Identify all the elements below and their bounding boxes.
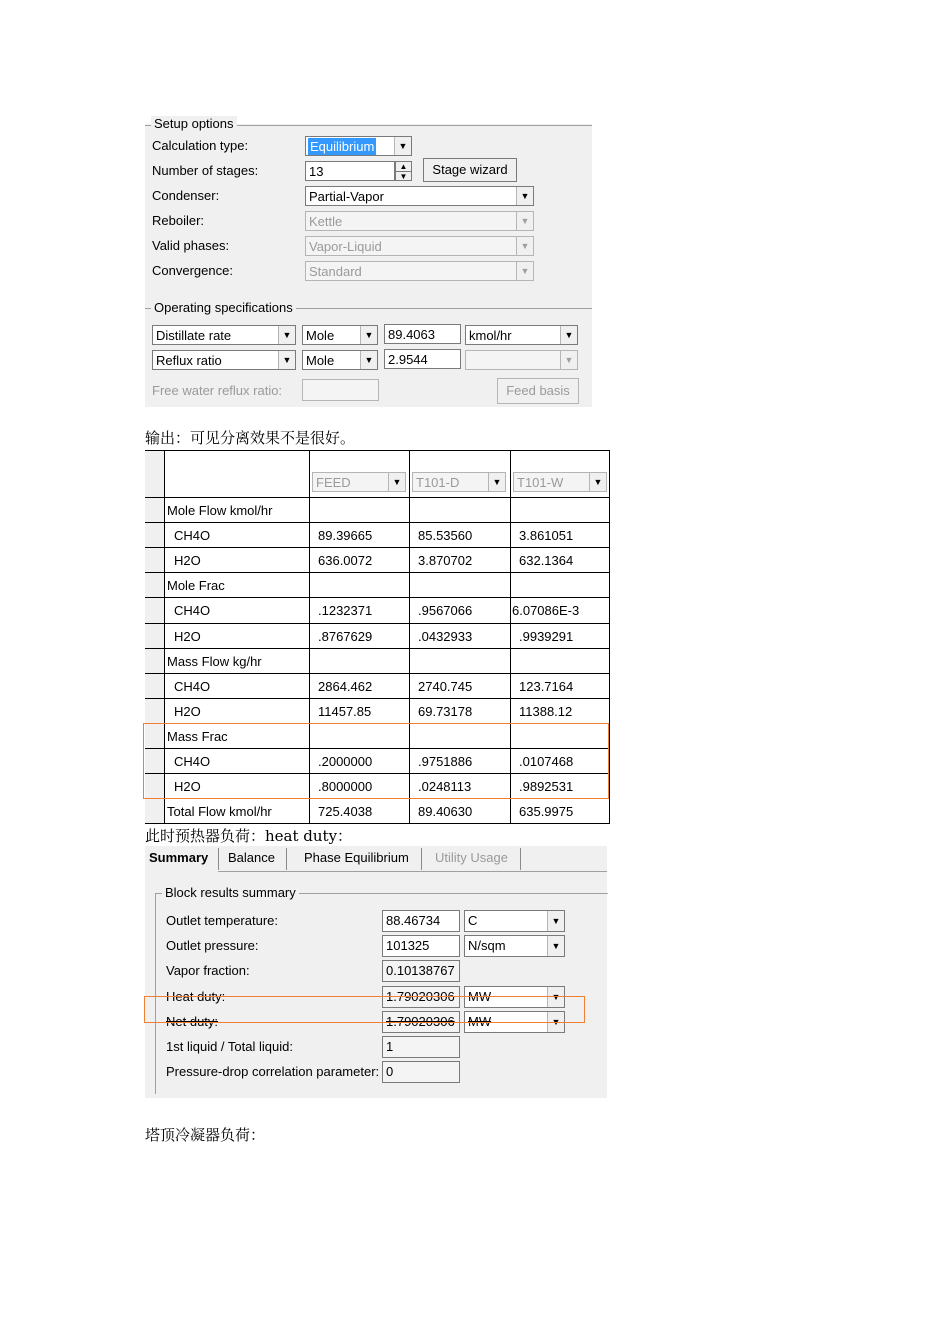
table-cell: .9939291 xyxy=(511,624,610,649)
heater-value-text: 0.10138767 xyxy=(386,963,455,979)
unit-value-1: kmol/hr xyxy=(469,328,512,343)
valid-phases-label: Valid phases: xyxy=(152,238,230,253)
table-cell: 11457.85 xyxy=(310,699,410,724)
spec-value-input-2[interactable] xyxy=(384,349,461,369)
unit-select-2[interactable] xyxy=(465,350,578,370)
corner-cell xyxy=(145,450,165,498)
heater-row-label: Pressure-drop correlation parameter: xyxy=(166,1064,380,1080)
spec-select-1[interactable] xyxy=(152,325,296,345)
chevron-down-icon[interactable]: ▼ xyxy=(488,473,505,491)
row-label: CH4O xyxy=(165,674,310,699)
table-cell: 725.4038 xyxy=(310,799,410,824)
row-label: CH4O xyxy=(165,749,310,774)
setup-options-title: Setup options xyxy=(151,116,237,131)
setup-options-group xyxy=(145,116,592,131)
row-header[interactable] xyxy=(145,674,165,699)
chevron-down-icon[interactable]: ▼ xyxy=(589,473,606,491)
heater-unit-value: C xyxy=(468,913,478,928)
chevron-down-icon[interactable]: ▼ xyxy=(516,187,533,205)
row-label: H2O xyxy=(165,624,310,649)
table-cell: 69.73178 xyxy=(410,699,511,724)
tab-separator xyxy=(421,848,422,870)
table-cell xyxy=(410,498,511,523)
reboiler-select[interactable] xyxy=(305,211,534,231)
table-cell: 11388.12 xyxy=(511,699,610,724)
free-water-label: Free water reflux ratio: xyxy=(152,383,283,398)
heater-row-value[interactable] xyxy=(382,1061,460,1083)
tab-baseline xyxy=(218,871,607,872)
heater-row-label: Outlet temperature: xyxy=(166,913,278,928)
stages-input[interactable] xyxy=(305,161,395,181)
tab-summary[interactable]: Summary xyxy=(149,850,209,865)
basis-select-2[interactable] xyxy=(302,350,378,370)
table-cell: 85.53560 xyxy=(410,523,511,548)
table-cell: 636.0072 xyxy=(310,548,410,573)
heater-row-label: 1st liquid / Total liquid: xyxy=(166,1039,293,1054)
convergence-select[interactable] xyxy=(305,261,534,281)
chevron-down-icon[interactable]: ▼ xyxy=(560,326,577,344)
chevron-down-icon[interactable]: ▼ xyxy=(516,212,533,230)
row-header[interactable] xyxy=(145,624,165,649)
heater-unit-value: N/sqm xyxy=(468,938,506,954)
heater-unit-select[interactable] xyxy=(464,910,565,932)
spec-number-2: 2.9544 xyxy=(388,352,428,367)
reboiler-value: Kettle xyxy=(309,214,343,229)
row-header[interactable] xyxy=(145,498,165,523)
heater-value-text: 1 xyxy=(386,1039,394,1054)
header-col-t101d xyxy=(410,450,511,498)
reboiler-label: Reboiler: xyxy=(152,213,205,228)
tab-separator xyxy=(286,848,287,870)
stream-name-t101w: T101-W xyxy=(517,475,564,490)
row-label: Mass Flow kg/hr xyxy=(165,649,310,674)
feed-basis-button[interactable]: Feed basis xyxy=(497,378,579,404)
heater-row-value[interactable] xyxy=(382,960,460,982)
stream-select-feed[interactable] xyxy=(312,472,406,492)
setup-panel xyxy=(145,116,592,407)
chevron-down-icon[interactable]: ▼ xyxy=(360,326,377,344)
tab-separator xyxy=(520,848,521,870)
spec-value-2: Reflux ratio xyxy=(156,353,222,368)
stream-name-feed: FEED xyxy=(316,475,351,490)
stages-label: Number of stages: xyxy=(152,163,259,178)
table-cell: 89.39665 xyxy=(310,523,410,548)
chevron-down-icon[interactable]: ▼ xyxy=(547,987,564,1007)
valid-phases-select[interactable] xyxy=(305,236,534,256)
calc-type-select[interactable] xyxy=(305,136,412,156)
heater-unit-value: MW xyxy=(468,988,492,1004)
table-cell: 3.861051 xyxy=(511,523,610,548)
table-cell: .0432933 xyxy=(410,624,511,649)
row-header[interactable] xyxy=(145,699,165,724)
row-header[interactable] xyxy=(145,523,165,548)
stages-spinner[interactable] xyxy=(395,161,412,181)
table-cell: 123.7164 xyxy=(511,674,610,699)
operating-specs-group xyxy=(145,300,592,315)
row-label: Mole Frac xyxy=(165,573,310,598)
chevron-down-icon[interactable]: ▼ xyxy=(394,137,411,155)
table-cell: .0107468 xyxy=(511,749,610,774)
condenser-value: Partial-Vapor xyxy=(309,189,384,204)
calc-type-label: Calculation type: xyxy=(152,138,249,153)
chevron-down-icon[interactable]: ▼ xyxy=(360,351,377,369)
row-label: CH4O xyxy=(165,523,310,548)
spec-select-2[interactable] xyxy=(152,350,296,370)
spec-value-1: Distillate rate xyxy=(156,328,232,343)
duty-highlight xyxy=(144,996,585,1023)
heater-value-text: 1.79020306 xyxy=(386,1013,455,1029)
tab-separator xyxy=(218,848,219,870)
table-cell: 632.1364 xyxy=(511,548,610,573)
table-cell: .0248113 xyxy=(410,774,511,799)
chevron-down-icon[interactable]: ▼ xyxy=(547,911,564,931)
stage-wizard-button[interactable]: Stage wizard xyxy=(423,158,517,182)
heater-row-value[interactable] xyxy=(382,935,460,957)
heater-unit-value: MW xyxy=(468,1013,492,1029)
spin-down-icon[interactable]: ▼ xyxy=(399,172,408,181)
mass-frac-highlight xyxy=(143,723,609,799)
table-cell: 2740.745 xyxy=(410,674,511,699)
table-cell: .9892531 xyxy=(511,774,610,799)
table-cell: 635.9975 xyxy=(511,799,610,824)
basis-value-1: Mole xyxy=(306,328,335,343)
spec-number-1: 89.4063 xyxy=(388,327,435,342)
table-cell: .8000000 xyxy=(310,774,410,799)
table-cell: .8767629 xyxy=(310,624,410,649)
condenser-caption: 塔顶冷凝器负荷： xyxy=(145,1126,266,1144)
table-cell xyxy=(310,573,410,598)
table-cell xyxy=(310,649,410,674)
row-label: Mole Flow kmol/hr xyxy=(165,498,310,523)
tab-phase-equilibrium[interactable]: Phase Equilibrium xyxy=(304,850,409,865)
chevron-down-icon[interactable]: ▼ xyxy=(547,936,564,956)
valid-phases-value: Vapor-Liquid xyxy=(309,239,382,254)
table-cell xyxy=(511,649,610,674)
heater-row-label: Outlet pressure: xyxy=(166,938,259,954)
spec-value-input-1[interactable] xyxy=(384,324,461,344)
condenser-label: Condenser: xyxy=(152,188,220,203)
stream-select-t101w[interactable] xyxy=(513,472,607,492)
operating-specs-title: Operating specifications xyxy=(151,300,296,315)
heater-value-text: 101325 xyxy=(386,938,430,954)
table-cell: .1232371 xyxy=(310,598,410,624)
row-label: CH4O xyxy=(165,598,310,624)
chevron-down-icon[interactable]: ▼ xyxy=(278,326,295,344)
condenser-select[interactable] xyxy=(305,186,534,206)
row-label: H2O xyxy=(165,774,310,799)
table-cell: .9567066 xyxy=(410,598,511,624)
table-cell: .2000000 xyxy=(310,749,410,774)
heater-value-text: 88.46734 xyxy=(386,913,441,928)
heater-row-label: Net duty: xyxy=(166,1013,219,1029)
convergence-label: Convergence: xyxy=(152,263,233,278)
row-header[interactable] xyxy=(145,548,165,573)
row-header[interactable] xyxy=(145,799,165,824)
row-label: Total Flow kmol/hr xyxy=(165,799,310,824)
table-cell: 6.07086E-3 xyxy=(511,598,610,624)
table-cell: 3.870702 xyxy=(410,548,511,573)
free-water-input[interactable] xyxy=(302,379,379,401)
header-col-t101w xyxy=(511,450,610,498)
header-label-cell xyxy=(165,450,310,498)
table-cell: 2864.462 xyxy=(310,674,410,699)
row-label: H2O xyxy=(165,699,310,724)
stream-select-t101d[interactable] xyxy=(412,472,506,492)
table-cell xyxy=(511,573,610,598)
row-label: Mass Frac xyxy=(165,724,310,749)
table-cell xyxy=(511,498,610,523)
heater-unit-select[interactable] xyxy=(464,935,565,957)
table-cell xyxy=(410,649,511,674)
table-cell xyxy=(410,573,511,598)
chevron-down-icon[interactable]: ▼ xyxy=(516,262,533,280)
stream-name-t101d: T101-D xyxy=(416,475,460,490)
heater-row-label: Heat duty: xyxy=(166,988,226,1004)
row-label: H2O xyxy=(165,548,310,573)
row-header[interactable] xyxy=(145,573,165,598)
output-caption: 输出：可见分离效果不是很好。 xyxy=(145,429,356,447)
preheater-caption: 此时预热器负荷：heat duty： xyxy=(145,827,353,845)
table-cell: 89.40630 xyxy=(410,799,511,824)
table-cell xyxy=(310,498,410,523)
calc-type-value: Equilibrium xyxy=(310,139,375,154)
heater-row-label: Vapor fraction: xyxy=(166,963,250,979)
heater-row-value[interactable] xyxy=(382,910,460,932)
heater-value-text: 0 xyxy=(386,1064,394,1080)
heater-value-text: 1.79020306 xyxy=(386,988,455,1004)
heater-row-value[interactable] xyxy=(382,1036,460,1058)
chevron-down-icon[interactable]: ▼ xyxy=(547,1012,564,1032)
stages-value: 13 xyxy=(309,164,324,179)
chevron-down-icon[interactable]: ▼ xyxy=(516,237,533,255)
tab-balance[interactable]: Balance xyxy=(228,850,275,865)
header-col-feed xyxy=(310,450,410,498)
chevron-down-icon[interactable]: ▼ xyxy=(278,351,295,369)
convergence-value: Standard xyxy=(309,264,362,279)
basis-value-2: Mole xyxy=(306,353,335,368)
row-header[interactable] xyxy=(145,649,165,674)
spin-up-icon[interactable]: ▲ xyxy=(396,162,411,172)
block-results-title: Block results summary xyxy=(162,885,299,900)
unit-select-1[interactable] xyxy=(465,325,578,345)
basis-select-1[interactable] xyxy=(302,325,378,345)
table-cell: .9751886 xyxy=(410,749,511,774)
chevron-down-icon[interactable]: ▼ xyxy=(388,473,405,491)
row-header[interactable] xyxy=(145,598,165,624)
chevron-down-icon[interactable]: ▼ xyxy=(560,351,577,369)
tab-utility-usage[interactable]: Utility Usage xyxy=(435,850,508,865)
